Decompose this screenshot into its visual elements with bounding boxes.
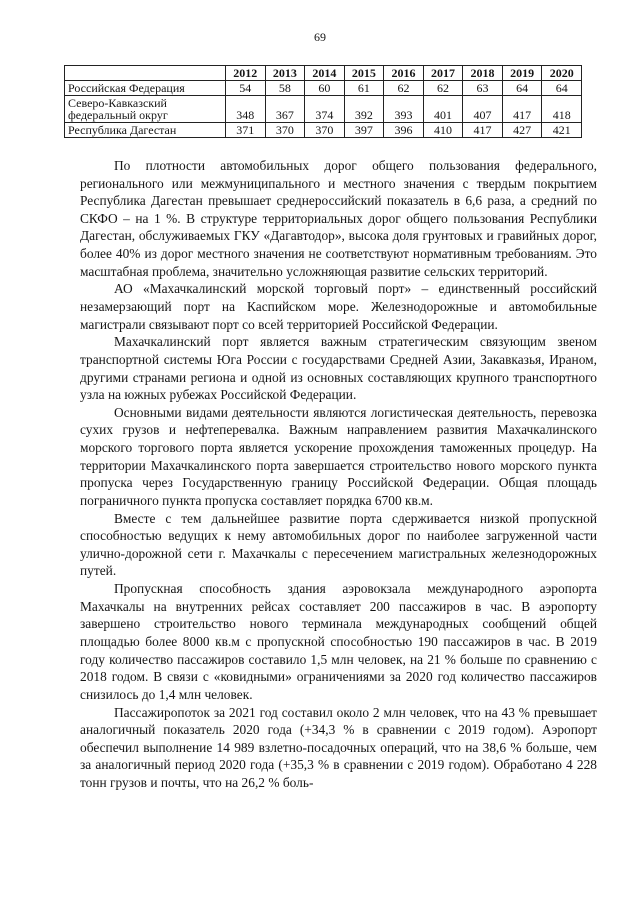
table-cell: 421 [542,123,582,138]
table-header-cell [65,66,226,81]
table-cell: 427 [502,123,542,138]
paragraph: Основными видами деятельности являются логистическая деятельность, перевозка сухих грузов и нефтеперевалка. Важным направлением развития Махачкалинского морского торгового порта является ускорение прохождения таможенных процедур. На территории Махачкалинского порта завершается строительство нового морского пункта пропуска через Государственную границу Российской Федерации. Общая площадь пограничного пункта пропуска составляет порядка 6700 кв.м. [80,404,597,508]
table-cell: 393 [384,96,424,123]
table-cell: 63 [463,81,503,96]
table-cell: 374 [305,96,345,123]
table-cell: 401 [423,96,463,123]
paragraph: Пропускная способность здания аэровокзала международного аэропорта Махачкалы на внутренних рейсах составляет 200 пассажиров в час. В аэропорту завершено строительство нового терминала международных сообщений общей площадью более 8000 кв.м с пропускной способностью 190 пассажиров в час. В 2019 году количество пассажиров составило 1,5 млн человек, на 21 % больше по сравнению с 2018 годом. В связи с «ковидными» ограничениями за 2020 год количество пассажиров снизилось до 1,4 млн человек. [80,581,597,702]
table-row [65,123,582,138]
paragraph: Махачкалинский порт является важным стратегическим связующим звеном транспортной системы Юга России с государствами Средней Азии, Закавказья, Ираном, другими странами региона и одной из основных составляющих крупного транспортного узла на южных рубежах Российской Федерации. [80,334,597,403]
table-header-cell: 2018 [463,66,503,81]
paragraph: АО «Махачкалинский морской торговый порт» – единственный российский незамерзающий порт на Каспийском море. Железнодорожные и автомобильные магистрали связывают порт со всей территорией Российской Федерации. [80,281,597,332]
table-region-cell: Российская Федерация [65,81,226,96]
table-cell: 418 [542,96,582,123]
table-header-cell: 2020 [542,66,582,81]
table-row [65,81,582,96]
table-row [65,96,582,123]
paragraph: Пассажиропоток за 2021 год составил около 2 млн человек, что на 43 % превышает аналогичный показатель 2020 года (+34,3 % в сравнении с 2019 годом). Аэропорт обеспечил выполнение 14 989 взлетно-посадочных операций, что на 38,6 % больше, чем за аналогичный период 2020 года (+35,3 % в сравнении с 2019 годом). Обработано 4 228 тонн грузов и почты, что на 26,2 % боль- [80,704,597,790]
table-cell: 348 [226,96,266,123]
table-cell: 370 [265,123,305,138]
table-header-row [65,66,582,81]
table-cell: 54 [226,81,266,96]
table-cell: 64 [502,81,542,96]
table-header-cell: 2017 [423,66,463,81]
page-number: 69 [314,30,326,44]
table-cell: 60 [305,81,345,96]
table-cell: 417 [502,96,542,123]
paragraph: Вместе с тем дальнейшее развитие порта сдерживается низкой пропускной способностью ведущих к нему автомобильных дорог по наиболее загруженной части улично-дорожной сети г. Махачкалы с пересечением магистральных железнодорожных путей. [80,510,597,579]
table-header-cell: 2019 [502,66,542,81]
table-header-cell: 2016 [384,66,424,81]
table-header-cell: 2014 [305,66,345,81]
table-cell: 64 [542,81,582,96]
table-cell: 397 [344,123,384,138]
table-cell: 367 [265,96,305,123]
table-cell: 392 [344,96,384,123]
table-cell: 370 [305,123,345,138]
table-cell: 58 [265,81,305,96]
body-text [80,157,597,792]
table-cell: 407 [463,96,503,123]
table-cell: 371 [226,123,266,138]
table-header-cell: 2012 [226,66,266,81]
table-header-cell: 2015 [344,66,384,81]
table-cell: 417 [463,123,503,138]
table-cell: 396 [384,123,424,138]
road-density-table [64,65,582,138]
table-header-cell: 2013 [265,66,305,81]
paragraph: По плотности автомобильных дорог общего пользования федерального, регионального или межмуниципального и местного значения с твердым покрытием Республика Дагестан превышает среднероссийский показатель в 6,6 раза, а средний по СКФО – на 1 %. В структуре территориальных дорог общего пользования Республики Дагестан, обслуживаемых ГКУ «Дагавтодор», высока доля грунтовых и гравийных дорог, более 40% из дорог местного значения не соответствуют нормативным требованиям. Это масштабная проблема, значительно усложняющая развитие сельских территорий. [80,158,597,279]
table-cell: 62 [384,81,424,96]
table-region-cell: Северо-Кавказский федеральный округ [65,96,226,123]
table-cell: 62 [423,81,463,96]
table-cell: 410 [423,123,463,138]
table-region-cell: Республика Дагестан [65,123,226,138]
table-cell: 61 [344,81,384,96]
